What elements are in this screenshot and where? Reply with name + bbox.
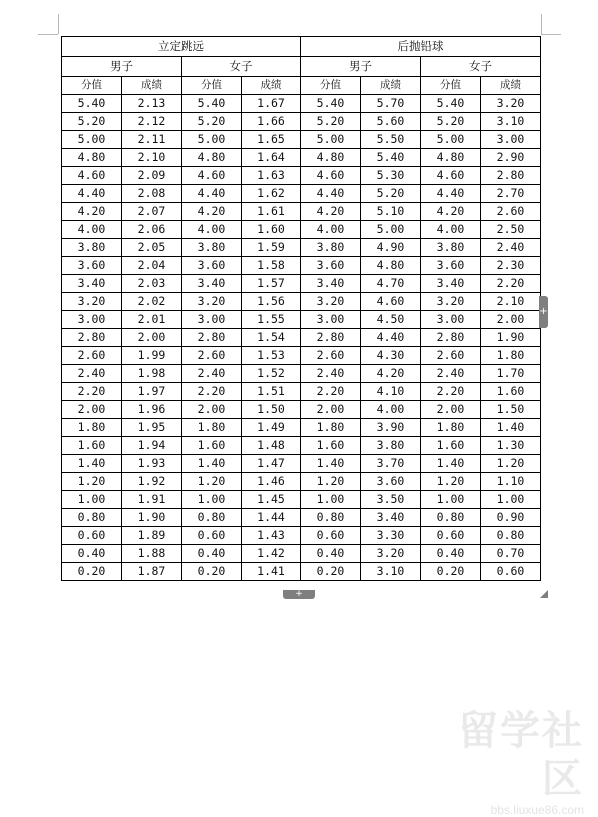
score-cell: 5.40 [62, 95, 122, 113]
table-row [62, 545, 541, 563]
score-cell: 1.20 [62, 473, 122, 491]
result-cell: 3.80 [361, 437, 421, 455]
column-header-score: 分值 [301, 77, 361, 95]
result-cell: 1.46 [242, 473, 301, 491]
result-cell: 2.00 [481, 311, 541, 329]
result-cell: 3.40 [361, 509, 421, 527]
result-cell: 1.70 [481, 365, 541, 383]
score-cell: 2.80 [421, 329, 481, 347]
score-cell: 3.00 [301, 311, 361, 329]
result-cell: 1.53 [242, 347, 301, 365]
score-cell: 0.40 [301, 545, 361, 563]
result-cell: 3.10 [361, 563, 421, 581]
column-header-result: 成绩 [242, 77, 301, 95]
score-cell: 0.80 [62, 509, 122, 527]
score-cell: 4.00 [182, 221, 242, 239]
result-cell: 5.30 [361, 167, 421, 185]
score-cell: 1.80 [421, 419, 481, 437]
score-cell: 2.60 [62, 347, 122, 365]
score-cell: 2.80 [182, 329, 242, 347]
result-cell: 1.44 [242, 509, 301, 527]
result-cell: 2.10 [122, 149, 182, 167]
score-cell: 3.80 [182, 239, 242, 257]
score-cell: 3.20 [421, 293, 481, 311]
score-cell: 5.00 [301, 131, 361, 149]
score-cell: 4.20 [421, 203, 481, 221]
score-cell: 3.60 [62, 257, 122, 275]
column-header-score: 分值 [421, 77, 481, 95]
score-cell: 2.40 [62, 365, 122, 383]
result-cell: 1.62 [242, 185, 301, 203]
score-cell: 3.80 [62, 239, 122, 257]
score-cell: 2.00 [301, 401, 361, 419]
score-cell: 1.40 [421, 455, 481, 473]
result-cell: 1.42 [242, 545, 301, 563]
result-cell: 1.49 [242, 419, 301, 437]
table-row [62, 473, 541, 491]
score-cell: 1.60 [182, 437, 242, 455]
score-cell: 0.40 [421, 545, 481, 563]
score-cell: 3.80 [421, 239, 481, 257]
score-cell: 4.40 [421, 185, 481, 203]
score-table [61, 36, 541, 581]
score-cell: 5.00 [62, 131, 122, 149]
score-cell: 2.00 [62, 401, 122, 419]
score-cell: 5.00 [182, 131, 242, 149]
result-cell: 1.20 [481, 455, 541, 473]
watermark [424, 707, 584, 817]
result-cell: 1.96 [122, 401, 182, 419]
column-header-result: 成绩 [122, 77, 182, 95]
table-row [62, 221, 541, 239]
result-cell: 1.60 [481, 383, 541, 401]
column-header-result: 成绩 [361, 77, 421, 95]
result-cell: 5.00 [361, 221, 421, 239]
column-header-score: 分值 [62, 77, 122, 95]
result-cell: 1.41 [242, 563, 301, 581]
score-cell: 3.20 [62, 293, 122, 311]
score-cell: 1.00 [62, 491, 122, 509]
score-cell: 3.80 [301, 239, 361, 257]
result-cell: 1.57 [242, 275, 301, 293]
result-cell: 2.00 [122, 329, 182, 347]
result-cell: 2.06 [122, 221, 182, 239]
result-cell: 5.20 [361, 185, 421, 203]
table-row [62, 419, 541, 437]
result-cell: 2.20 [481, 275, 541, 293]
score-cell: 3.40 [182, 275, 242, 293]
score-cell: 1.60 [62, 437, 122, 455]
table-row [62, 149, 541, 167]
score-cell: 4.60 [421, 167, 481, 185]
result-cell: 3.20 [481, 95, 541, 113]
result-cell: 4.20 [361, 365, 421, 383]
table-row [62, 437, 541, 455]
table-row [62, 365, 541, 383]
result-cell: 1.88 [122, 545, 182, 563]
result-cell: 4.00 [361, 401, 421, 419]
event-header-row [62, 37, 541, 57]
score-cell: 2.20 [421, 383, 481, 401]
result-cell: 1.59 [242, 239, 301, 257]
gender-header-male: 男子 [301, 57, 421, 77]
result-cell: 1.51 [242, 383, 301, 401]
result-cell: 2.04 [122, 257, 182, 275]
score-cell: 1.60 [421, 437, 481, 455]
result-cell: 2.10 [481, 293, 541, 311]
result-cell: 5.50 [361, 131, 421, 149]
score-cell: 3.00 [182, 311, 242, 329]
result-cell: 4.80 [361, 257, 421, 275]
score-cell: 5.20 [421, 113, 481, 131]
score-cell: 2.00 [421, 401, 481, 419]
table-row [62, 383, 541, 401]
result-cell: 4.90 [361, 239, 421, 257]
result-cell: 1.98 [122, 365, 182, 383]
result-cell: 4.60 [361, 293, 421, 311]
score-cell: 1.80 [301, 419, 361, 437]
watermark-url: bbs.liuxue86.com [490, 803, 584, 817]
score-cell: 4.40 [62, 185, 122, 203]
score-cell: 2.60 [182, 347, 242, 365]
result-cell: 1.47 [242, 455, 301, 473]
score-cell: 4.60 [301, 167, 361, 185]
table-row [62, 95, 541, 113]
result-cell: 5.10 [361, 203, 421, 221]
result-cell: 2.13 [122, 95, 182, 113]
table-row [62, 185, 541, 203]
score-cell: 2.40 [301, 365, 361, 383]
score-cell: 1.40 [62, 455, 122, 473]
result-cell: 1.95 [122, 419, 182, 437]
table-row [62, 509, 541, 527]
result-cell: 2.05 [122, 239, 182, 257]
score-cell: 2.80 [62, 329, 122, 347]
score-cell: 1.40 [182, 455, 242, 473]
score-cell: 0.20 [62, 563, 122, 581]
score-cell: 1.40 [301, 455, 361, 473]
result-cell: 1.55 [242, 311, 301, 329]
result-cell: 2.80 [481, 167, 541, 185]
score-cell: 0.80 [421, 509, 481, 527]
score-cell: 0.20 [421, 563, 481, 581]
result-cell: 1.67 [242, 95, 301, 113]
table-row [62, 131, 541, 149]
result-cell: 2.40 [481, 239, 541, 257]
score-cell: 0.80 [301, 509, 361, 527]
result-cell: 2.02 [122, 293, 182, 311]
table-row [62, 239, 541, 257]
result-cell: 4.30 [361, 347, 421, 365]
score-cell: 3.60 [182, 257, 242, 275]
result-cell: 2.03 [122, 275, 182, 293]
score-cell: 4.80 [421, 149, 481, 167]
result-cell: 1.50 [242, 401, 301, 419]
score-cell: 4.20 [182, 203, 242, 221]
score-cell: 4.00 [301, 221, 361, 239]
table-row [62, 401, 541, 419]
score-cell: 1.00 [182, 491, 242, 509]
score-cell: 1.80 [62, 419, 122, 437]
score-cell: 0.20 [182, 563, 242, 581]
result-cell: 2.07 [122, 203, 182, 221]
score-cell: 2.40 [182, 365, 242, 383]
score-cell: 0.60 [182, 527, 242, 545]
gender-header-male: 男子 [62, 57, 182, 77]
score-cell: 0.60 [421, 527, 481, 545]
table-row [62, 329, 541, 347]
result-cell: 4.70 [361, 275, 421, 293]
score-cell: 1.20 [182, 473, 242, 491]
result-cell: 0.80 [481, 527, 541, 545]
result-cell: 3.60 [361, 473, 421, 491]
score-cell: 2.60 [301, 347, 361, 365]
result-cell: 1.43 [242, 527, 301, 545]
table-row [62, 311, 541, 329]
crop-mark-top-left-h [38, 34, 58, 35]
score-cell: 2.40 [421, 365, 481, 383]
result-cell: 1.60 [242, 221, 301, 239]
result-cell: 1.93 [122, 455, 182, 473]
result-cell: 1.90 [481, 329, 541, 347]
result-cell: 1.65 [242, 131, 301, 149]
score-cell: 4.80 [301, 149, 361, 167]
table-row [62, 527, 541, 545]
result-cell: 2.09 [122, 167, 182, 185]
score-cell: 4.00 [62, 221, 122, 239]
result-cell: 1.30 [481, 437, 541, 455]
result-cell: 3.30 [361, 527, 421, 545]
result-cell: 2.90 [481, 149, 541, 167]
result-cell: 5.40 [361, 149, 421, 167]
score-cell: 0.60 [62, 527, 122, 545]
score-cell: 0.20 [301, 563, 361, 581]
result-cell: 1.91 [122, 491, 182, 509]
result-cell: 1.64 [242, 149, 301, 167]
table-row [62, 113, 541, 131]
result-cell: 2.11 [122, 131, 182, 149]
result-cell: 1.45 [242, 491, 301, 509]
score-cell: 4.40 [301, 185, 361, 203]
table-row [62, 203, 541, 221]
result-cell: 3.90 [361, 419, 421, 437]
event-header-standing-long-jump: 立定跳远 [62, 37, 301, 57]
score-cell: 5.40 [301, 95, 361, 113]
result-cell: 1.56 [242, 293, 301, 311]
result-cell: 1.61 [242, 203, 301, 221]
result-cell: 1.54 [242, 329, 301, 347]
score-cell: 4.00 [421, 221, 481, 239]
column-header-result: 成绩 [481, 77, 541, 95]
gender-header-row [62, 57, 541, 77]
score-cell: 4.20 [62, 203, 122, 221]
score-cell: 2.20 [182, 383, 242, 401]
result-cell: 4.10 [361, 383, 421, 401]
result-cell: 1.80 [481, 347, 541, 365]
score-cell: 0.40 [182, 545, 242, 563]
score-cell: 3.40 [301, 275, 361, 293]
score-cell: 4.40 [182, 185, 242, 203]
crop-mark-top-left-v [58, 14, 59, 34]
result-cell: 1.94 [122, 437, 182, 455]
result-cell: 1.97 [122, 383, 182, 401]
result-cell: 5.70 [361, 95, 421, 113]
result-cell: 1.10 [481, 473, 541, 491]
result-cell: 1.89 [122, 527, 182, 545]
score-cell: 4.80 [182, 149, 242, 167]
score-cell: 0.80 [182, 509, 242, 527]
result-cell: 1.99 [122, 347, 182, 365]
score-cell: 1.20 [421, 473, 481, 491]
table-row [62, 275, 541, 293]
score-cell: 5.20 [301, 113, 361, 131]
table-row [62, 257, 541, 275]
add-column-button[interactable]: + [539, 296, 548, 328]
result-cell: 3.00 [481, 131, 541, 149]
watermark-logo: 留学社区 [458, 708, 584, 802]
result-cell: 2.50 [481, 221, 541, 239]
crop-mark-top-right-v [541, 14, 542, 34]
score-cell: 3.00 [62, 311, 122, 329]
result-cell: 1.66 [242, 113, 301, 131]
score-cell: 5.20 [182, 113, 242, 131]
score-cell: 3.20 [301, 293, 361, 311]
score-cell: 3.60 [301, 257, 361, 275]
score-cell: 4.20 [301, 203, 361, 221]
table-row [62, 563, 541, 581]
result-cell: 4.50 [361, 311, 421, 329]
score-cell: 3.60 [421, 257, 481, 275]
add-row-button[interactable]: + [283, 590, 315, 599]
result-cell: 0.60 [481, 563, 541, 581]
score-cell: 5.00 [421, 131, 481, 149]
table-row [62, 491, 541, 509]
result-cell: 2.12 [122, 113, 182, 131]
result-cell: 1.92 [122, 473, 182, 491]
score-cell: 1.00 [301, 491, 361, 509]
result-cell: 2.70 [481, 185, 541, 203]
result-cell: 2.30 [481, 257, 541, 275]
score-cell: 0.40 [62, 545, 122, 563]
result-cell: 1.48 [242, 437, 301, 455]
gender-header-female: 女子 [421, 57, 541, 77]
gender-header-female: 女子 [182, 57, 301, 77]
result-cell: 2.60 [481, 203, 541, 221]
result-cell: 1.90 [122, 509, 182, 527]
result-cell: 1.40 [481, 419, 541, 437]
table-row [62, 455, 541, 473]
result-cell: 1.50 [481, 401, 541, 419]
result-cell: 2.01 [122, 311, 182, 329]
score-cell: 5.40 [182, 95, 242, 113]
crop-mark-top-right-h [541, 34, 561, 35]
score-cell: 2.80 [301, 329, 361, 347]
event-header-shot-put: 后抛铅球 [301, 37, 541, 57]
score-cell: 4.60 [182, 167, 242, 185]
result-cell: 5.60 [361, 113, 421, 131]
result-cell: 0.70 [481, 545, 541, 563]
column-header-row [62, 77, 541, 95]
result-cell: 1.58 [242, 257, 301, 275]
result-cell: 1.00 [481, 491, 541, 509]
score-cell: 2.00 [182, 401, 242, 419]
score-cell: 0.60 [301, 527, 361, 545]
score-cell: 1.60 [301, 437, 361, 455]
result-cell: 4.40 [361, 329, 421, 347]
score-cell: 3.40 [62, 275, 122, 293]
score-cell: 5.40 [421, 95, 481, 113]
table-resize-icon[interactable] [540, 590, 548, 598]
result-cell: 1.52 [242, 365, 301, 383]
score-cell: 3.00 [421, 311, 481, 329]
result-cell: 0.90 [481, 509, 541, 527]
score-cell: 4.60 [62, 167, 122, 185]
score-cell: 1.00 [421, 491, 481, 509]
result-cell: 3.10 [481, 113, 541, 131]
score-cell: 2.60 [421, 347, 481, 365]
column-header-score: 分值 [182, 77, 242, 95]
score-cell: 5.20 [62, 113, 122, 131]
score-cell: 3.40 [421, 275, 481, 293]
score-cell: 1.20 [301, 473, 361, 491]
result-cell: 3.50 [361, 491, 421, 509]
result-cell: 2.08 [122, 185, 182, 203]
score-cell: 3.20 [182, 293, 242, 311]
result-cell: 3.70 [361, 455, 421, 473]
result-cell: 3.20 [361, 545, 421, 563]
result-cell: 1.87 [122, 563, 182, 581]
table-row [62, 293, 541, 311]
score-cell: 1.80 [182, 419, 242, 437]
score-cell: 4.80 [62, 149, 122, 167]
score-cell: 2.20 [62, 383, 122, 401]
table-row [62, 347, 541, 365]
table-row [62, 167, 541, 185]
result-cell: 1.63 [242, 167, 301, 185]
score-cell: 2.20 [301, 383, 361, 401]
